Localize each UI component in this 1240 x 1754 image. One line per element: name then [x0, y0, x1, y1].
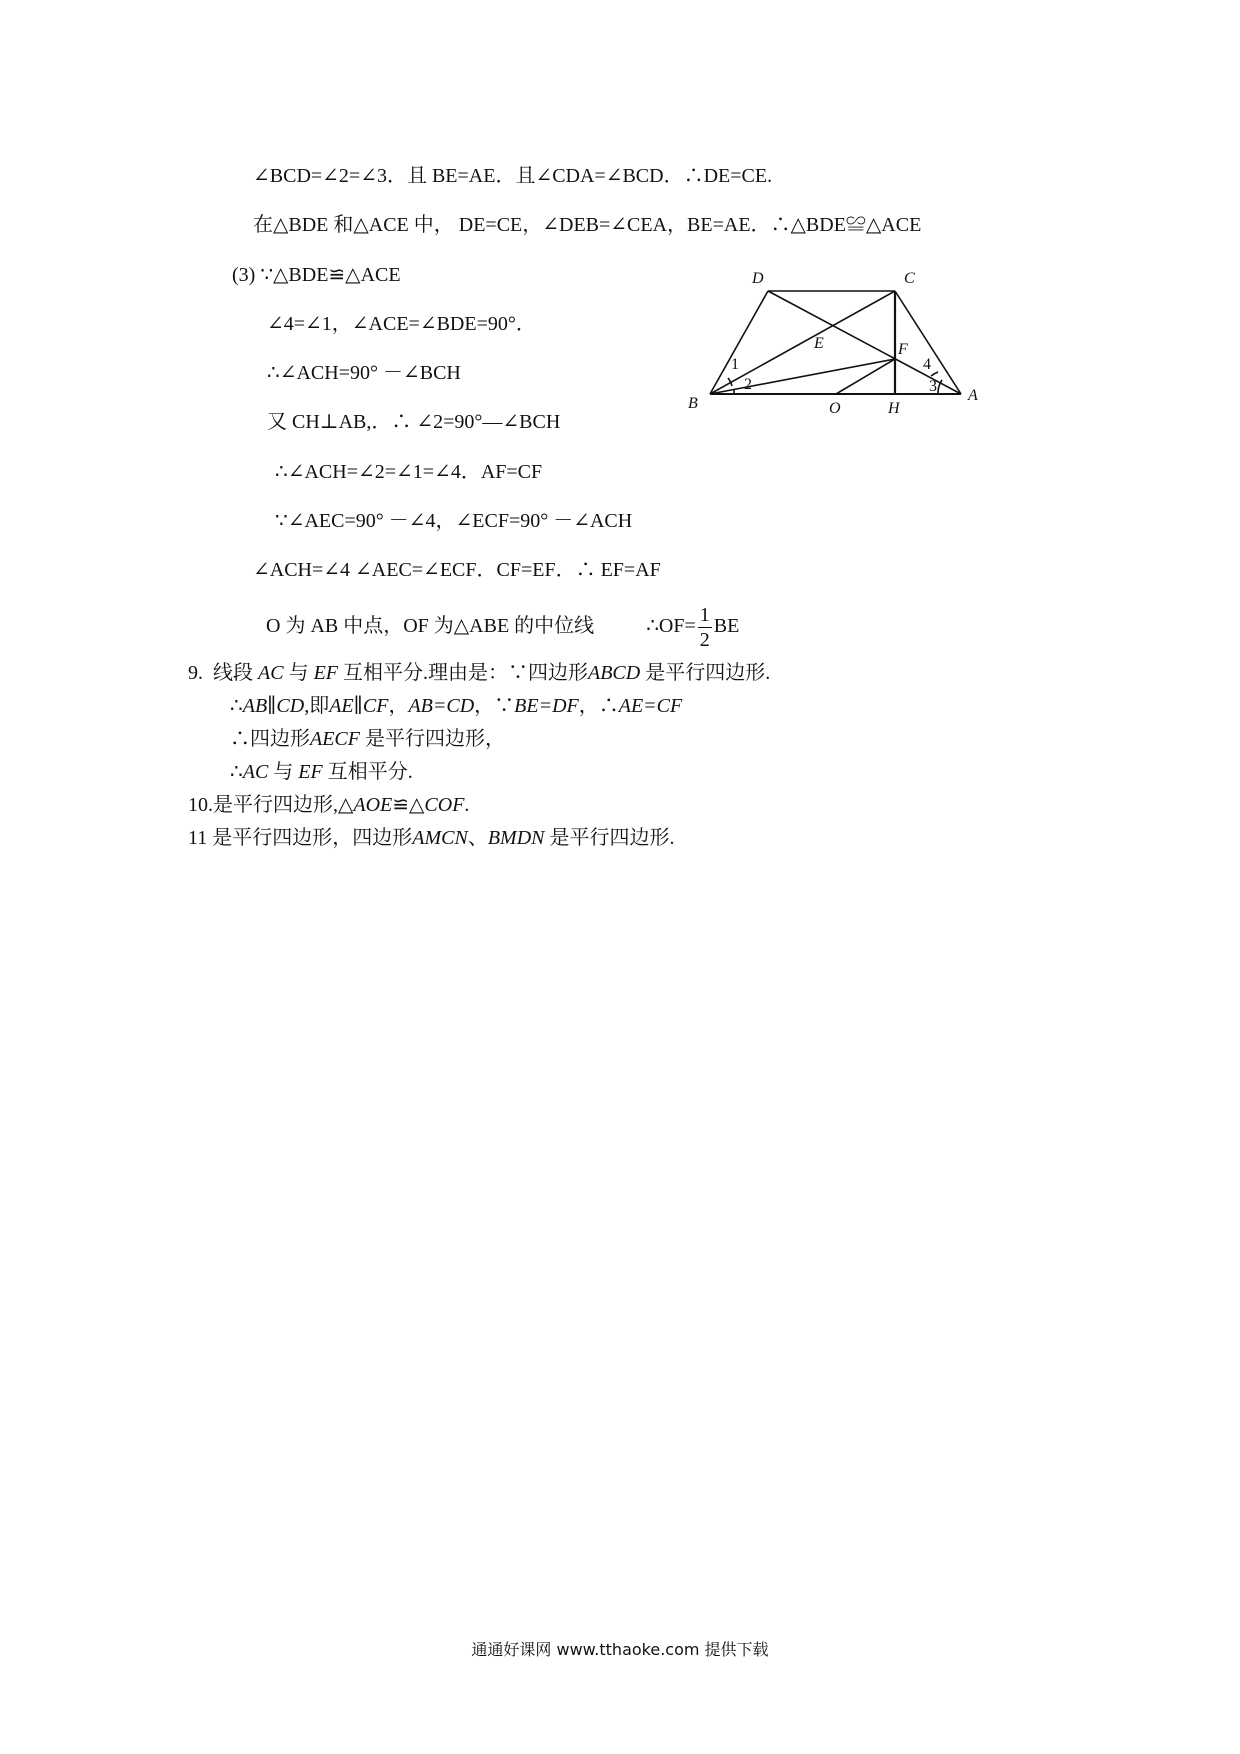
proof-line-9: ∠ACH=∠4 ∠AEC=∠ECF．CF=EF．∴ EF=AF	[253, 559, 661, 581]
q9-line-3	[230, 726, 505, 752]
label-b: B	[688, 395, 698, 412]
label-a: A	[968, 387, 978, 404]
q9-ef: EF	[298, 761, 323, 783]
q9-be-eq-df: BE=DF	[514, 695, 579, 717]
q9-text: ∴	[230, 695, 243, 717]
q9-ab-parallel-cd: AB∥CD	[242, 695, 305, 717]
q9-text: 互相平分.	[327, 761, 413, 783]
question-10	[188, 792, 469, 818]
proof-line-5: ∴∠ACH=90° －∠BCH	[267, 362, 461, 384]
question-11	[188, 825, 675, 851]
q9-ae-parallel-cf: AE∥CF	[329, 695, 389, 717]
q11-text: 是平行四边形.	[549, 827, 675, 849]
label-e: E	[814, 335, 824, 352]
q9-text: ∴	[230, 761, 243, 783]
label-d: D	[752, 270, 764, 287]
median-line-prefix: O 为 AB 中点，OF 为△ABE 的中位线	[266, 615, 595, 637]
q9-text: ∴四边形	[230, 728, 310, 750]
q9-ae-eq-cf: AE=CF	[618, 695, 683, 717]
median-line	[266, 599, 739, 653]
q9-text: ，	[388, 695, 409, 717]
label-c: C	[904, 270, 915, 287]
median-line-therefore: ∴OF=	[646, 615, 696, 637]
q9-text: 线段	[213, 662, 253, 684]
angle-label-2: 2	[744, 376, 752, 393]
q9-ac: AC	[258, 662, 284, 684]
proof-line-6: 又 CH⊥AB,．∴ ∠2=90°—∠BCH	[267, 411, 561, 433]
fraction-denominator: 2	[699, 628, 710, 651]
q9-text: 是平行四边形，	[365, 728, 505, 750]
label-o: O	[829, 400, 841, 417]
q9-ac: AC	[242, 761, 269, 783]
q11-amcn: AMCN	[412, 827, 468, 849]
page-footer: 通通好课网 www.tthaoke.com 提供下载	[471, 1640, 769, 1659]
q9-line-4	[230, 759, 413, 785]
q9-text: 与	[273, 761, 294, 783]
q10-aoe: AOE	[353, 794, 393, 816]
angle-arc-1	[728, 378, 732, 386]
proof-line-2: 在△BDE 和△ACE 中， DE=CE，∠DEB=∠CEA，BE=AE．∴△BDE≌△ACE	[253, 214, 922, 236]
q9-text: 是平行四边形.	[645, 662, 771, 684]
q9-text: 与	[288, 662, 309, 684]
geometry-figure	[676, 262, 976, 422]
proof-line-1: ∠BCD=∠2=∠3．且 BE=AE．且∠CDA=∠BCD．∴DE=CE.	[253, 165, 773, 187]
proof-line-4: ∠4=∠1，∠ACE=∠BDE=90°．	[267, 313, 536, 335]
q9-text: ,即	[304, 695, 330, 717]
q11-text: 、	[467, 827, 488, 849]
q11-text: 11 是平行四边形，四边形	[188, 827, 413, 849]
label-f: F	[898, 341, 908, 358]
angle-label-4: 4	[923, 356, 931, 373]
q9-text: ，∴	[578, 695, 619, 717]
label-h: H	[888, 400, 900, 417]
q9-ab-eq-cd: AB=CD	[408, 695, 475, 717]
fraction-one-half	[698, 605, 712, 650]
angle-label-3: 3	[929, 378, 937, 395]
q9-text: 互相平分.理由是：∵四边形	[343, 662, 588, 684]
fraction-numerator: 1	[699, 603, 710, 626]
q9-ef: EF	[313, 662, 338, 684]
q9-number: 9.	[188, 662, 203, 684]
proof-line-3: (3) ∵△BDE≌△ACE	[232, 264, 401, 286]
q9-line-1	[188, 660, 770, 686]
q9-abcd: ABCD	[588, 662, 641, 684]
q11-bmdn: BMDN	[487, 827, 545, 849]
angle-label-1: 1	[731, 356, 739, 373]
q10-text: ≌△	[392, 794, 425, 816]
q10-cof: COF	[424, 794, 465, 816]
q10-text: 10.是平行四边形,△	[188, 794, 354, 816]
proof-line-8: ∵∠AEC=90° －∠4，∠ECF=90° －∠ACH	[275, 510, 633, 532]
q9-line-2	[230, 693, 682, 719]
q9-aecf: AECF	[310, 728, 360, 750]
q10-text: .	[464, 794, 470, 816]
proof-line-7: ∴∠ACH=∠2=∠1=∠4．AF=CF	[275, 461, 543, 483]
median-line-suffix: BE	[713, 615, 740, 637]
angle-arc-4	[931, 372, 938, 376]
q9-text: ，∵	[474, 695, 515, 717]
segment-bc	[710, 291, 895, 394]
